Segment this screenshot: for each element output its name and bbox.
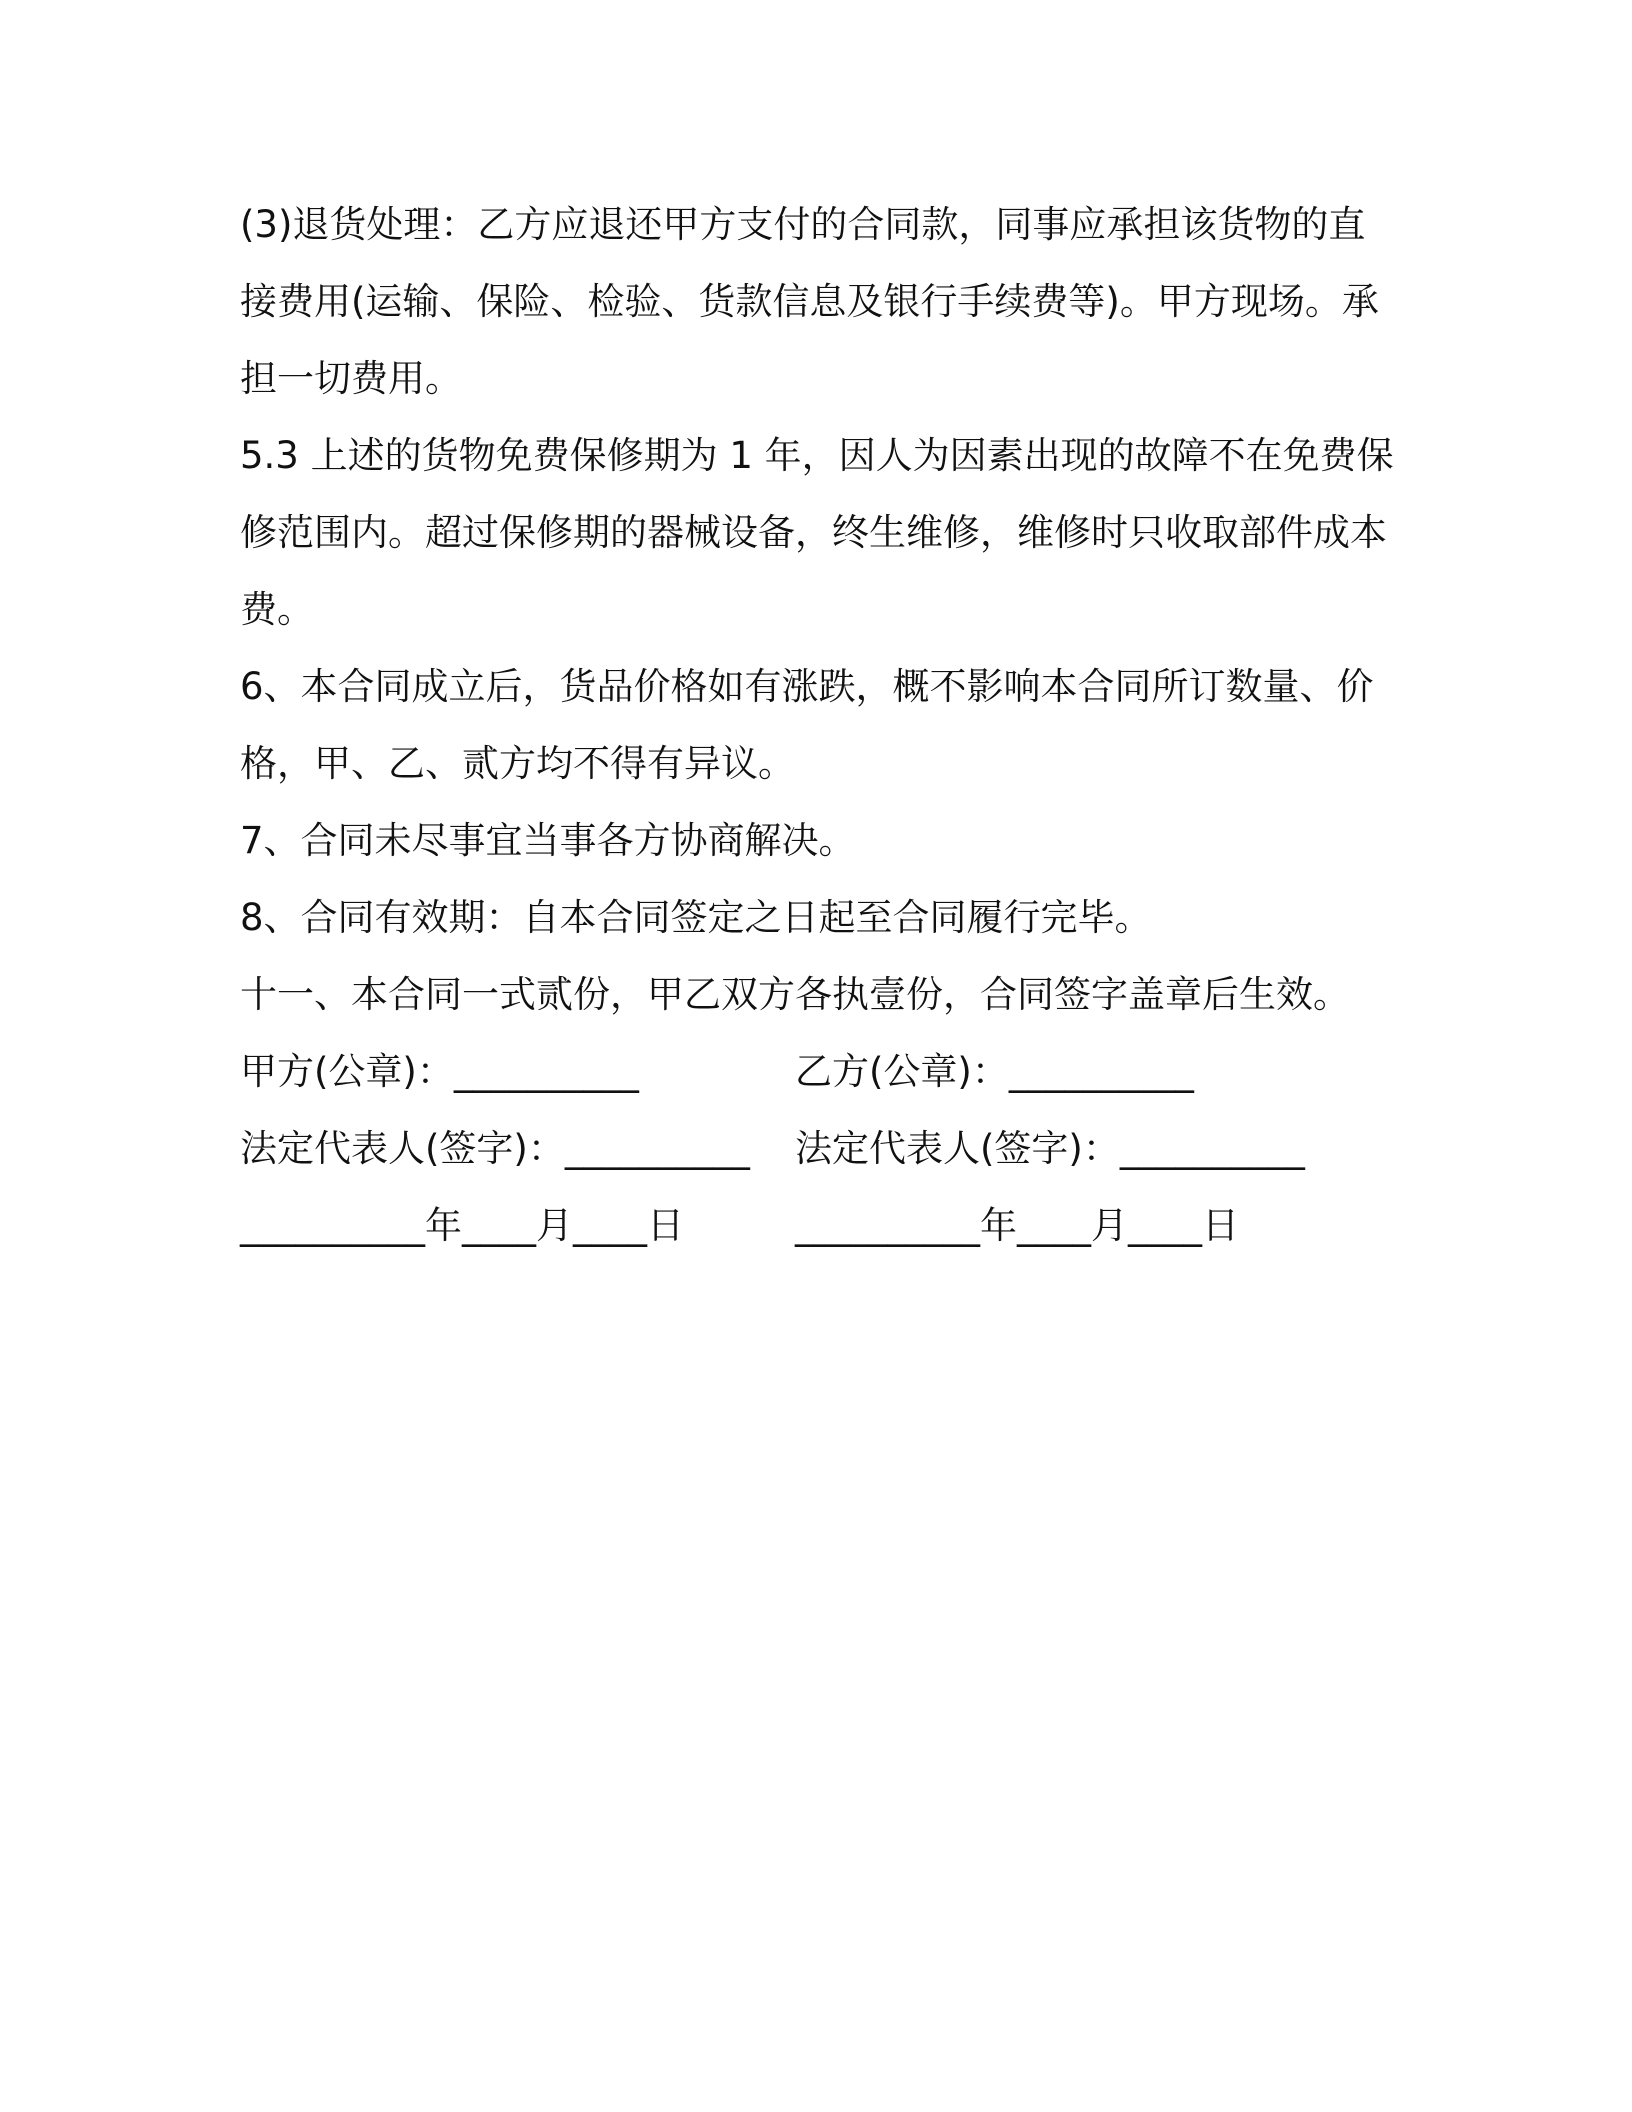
party-b-representative: 法定代表人(签字)：__________ (795, 1127, 1305, 1170)
signature-date-row (240, 1187, 1400, 1264)
party-b-date: __________年____月____日 (795, 1204, 1239, 1247)
clause-unresolved-matters: 7、合同未尽事宜当事各方协商解决。 (240, 819, 856, 862)
party-b-seal: 乙方(公章)：__________ (795, 1050, 1194, 1093)
party-a-seal: 甲方(公章)：__________ (240, 1050, 639, 1093)
clause-copies: 十一、本合同一式贰份，甲乙双方各执壹份，合同签字盖章后生效。 (240, 973, 1350, 1016)
clause-validity: 8、合同有效期：自本合同签定之日起至合同履行完毕。 (240, 896, 1152, 939)
party-a-representative: 法定代表人(签字)：__________ (240, 1127, 750, 1170)
signature-representative-row (240, 1110, 1400, 1187)
contract-body (240, 186, 1400, 1264)
signature-seal-row (240, 1033, 1400, 1110)
clause-return-handling: (3)退货处理：乙方应退还甲方支付的合同款，同事应承担该货物的直接费用(运输、保险、检验、货款信息及银行手续费等)。甲方现场。承担一切费用。 (240, 203, 1379, 400)
clause-warranty: 5.3 上述的货物免费保修期为 1 年，因人为因素出现的故障不在免费保修范围内。超过保修期的器械设备，终生维修，维修时只收取部件成本费。 (240, 434, 1394, 631)
clause-price-change: 6、本合同成立后，货品价格如有涨跌，概不影响本合同所订数量、价格，甲、乙、贰方均不得有异议。 (240, 665, 1374, 785)
party-a-date: __________年____月____日 (240, 1204, 684, 1247)
